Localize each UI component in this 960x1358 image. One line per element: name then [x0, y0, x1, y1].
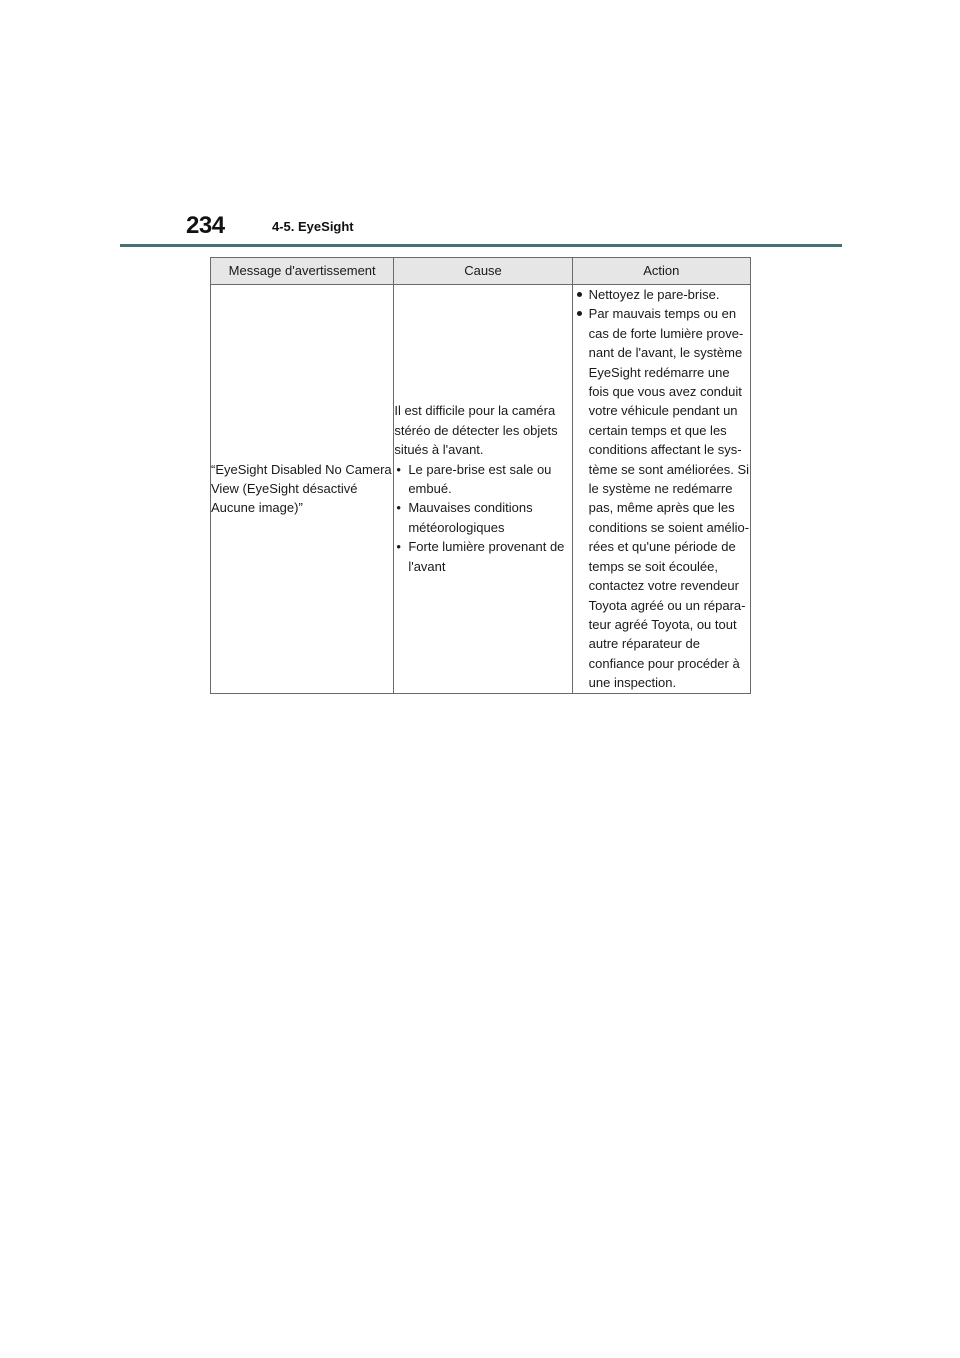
action-list [573, 285, 750, 693]
table-header-row [211, 258, 751, 285]
table-row [211, 285, 751, 694]
page-number: 234 [186, 212, 225, 239]
cause-item: • Mauvaises conditions météorologiques [394, 498, 571, 537]
action-item: Nettoyez le pare-brise. [573, 285, 750, 304]
column-header-message: Message d'avertissement [211, 258, 394, 285]
cause-item: • Le pare-brise est sale ou embué. [394, 460, 571, 499]
column-header-cause: Cause [394, 258, 572, 285]
message-cell: “EyeSight Disabled No Camera View (EyeSight désactivé Aucune image)” [211, 285, 394, 694]
action-cell [572, 285, 750, 694]
cause-intro: Il est difficile pour la caméra stéréo de détecter les objets situés à l'avant. [394, 403, 558, 458]
section-title: 4-5. EyeSight [272, 219, 354, 234]
cause-item: • Forte lumière provenant de l'avant [394, 537, 571, 576]
cause-cell [394, 285, 572, 694]
warning-message-table [210, 257, 751, 694]
header-rule [120, 244, 842, 247]
column-header-action: Action [572, 258, 750, 285]
action-item: Par mauvais temps ou en cas de forte lumière prove- nant de l'avant, le système EyeSight redémarre une fois que vous avez conduit votre véhicule pendant un certain temps et que les conditions affectant le sys- tème se sont améliorées. Si le système ne redémarre pas, même après que les conditions se soient amélio- rées et qu'une période de temps se soit écoulée, contactez votre revendeur Toyota agréé ou un répara- teur agréé Toyota, ou tout autre réparateur de confiance pour procéder à une inspection. [573, 304, 750, 692]
cause-list [394, 460, 571, 576]
